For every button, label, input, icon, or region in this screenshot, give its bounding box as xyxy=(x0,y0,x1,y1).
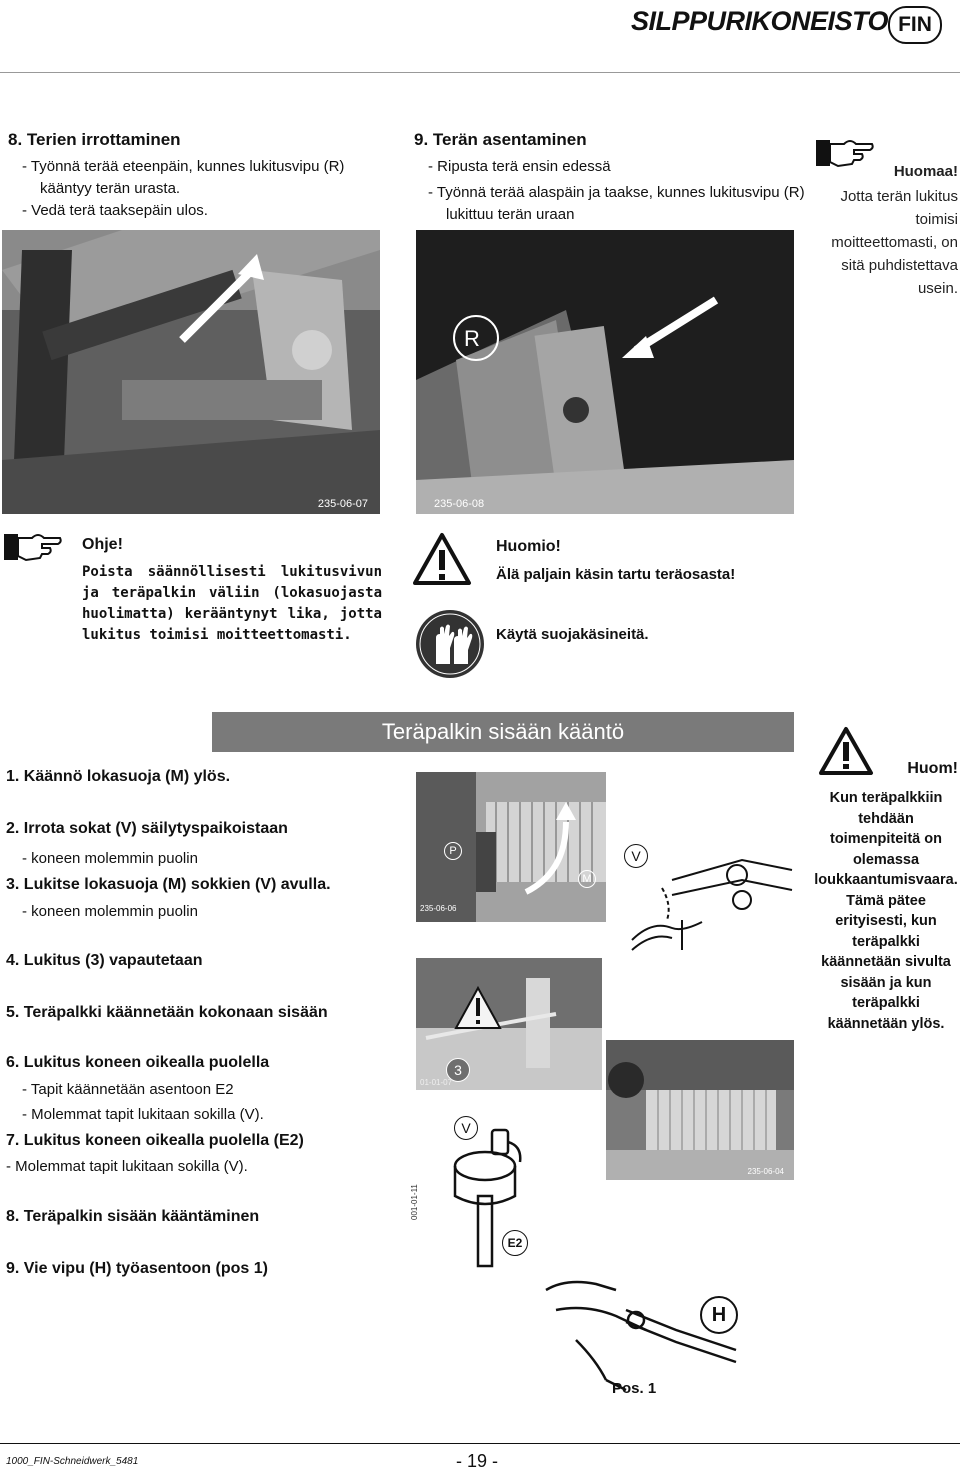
label-p: P xyxy=(444,842,462,860)
label-v-bottom: V xyxy=(454,1116,478,1140)
photo-caption-235-06-08: 235-06-08 xyxy=(434,498,485,510)
step-6-sub-2: - Molemmat tapit lukitaan sokilla (V). xyxy=(22,1106,264,1123)
photo-caption-01-01-07: 01-01-07 xyxy=(420,1078,453,1087)
step-7: 7. Lukitus koneen oikealla puolella (E2) xyxy=(6,1132,304,1149)
note-huomaa-title: Huomaa! xyxy=(893,163,958,180)
gloves-required-icon xyxy=(414,608,486,685)
warning-huom-text: Kun teräpalkkiin tehdään toimenpiteitä on olemassa loukkaantumisvaara. Tämä pätee erityisesti, kun teräpalkki käännetään sivulta sisään ja kun teräpalkki käännetään ylös. xyxy=(814,790,958,1032)
drawing-pin-e2 xyxy=(410,1100,550,1270)
label-3: 3 xyxy=(446,1058,470,1082)
warning-huomio-line-2: Käytä suojakäsineitä. xyxy=(496,626,649,643)
footer-page-number: - 19 - xyxy=(456,1451,499,1471)
header-divider xyxy=(0,72,960,73)
warning-huom-title: Huom! xyxy=(907,760,958,777)
warning-huomio-title: Huomio! xyxy=(496,538,561,555)
step-9: 9. Vie vipu (H) työasentoon (pos 1) xyxy=(6,1260,268,1277)
section-9-heading: 9. Terän asentaminen xyxy=(414,130,587,149)
section-banner-title: Teräpalkin sisään kääntö xyxy=(212,712,794,752)
footer-divider xyxy=(0,1443,960,1444)
section-8-heading: 8. Terien irrottaminen xyxy=(8,130,181,149)
footer-doc-code: 1000_FIN-Schneidwerk_5481 xyxy=(6,1456,139,1467)
note-ohje-title: Ohje! xyxy=(82,536,123,553)
label-h: H xyxy=(700,1296,738,1334)
step-2: 2. Irrota sokat (V) säilytyspaikoistaan xyxy=(6,820,288,837)
section-8-item-2: - Vedä terä taaksepäin ulos. xyxy=(22,202,208,219)
page-header-title: SILPPURIKONEISTO xyxy=(630,6,888,36)
step-8: 8. Teräpalkin sisään kääntäminen xyxy=(6,1208,260,1225)
label-pos-1: Pos. 1 xyxy=(612,1380,657,1397)
section-8-item-1: - Työnnä terää eteenpäin, kunnes lukitusvipu (R) kääntyy terän urasta. xyxy=(22,158,345,197)
label-m: M xyxy=(578,870,596,888)
step-7-sub: - Molemmat tapit lukitaan sokilla (V). xyxy=(6,1158,248,1175)
drawing-cotter-pin xyxy=(612,820,794,970)
step-2-sub: - koneen molemmin puolin xyxy=(22,850,198,867)
step-5: 5. Teräpalkki käännetään kokonaan sisään xyxy=(6,1004,328,1021)
photo-fender xyxy=(416,772,606,922)
drawing-caption-001-01-11: 001-01-11 xyxy=(410,1184,419,1220)
photo-caption-235-06-06: 235-06-06 xyxy=(420,904,457,913)
drawing-lever-h xyxy=(536,1270,776,1400)
label-e2: E2 xyxy=(502,1230,528,1256)
warning-triangle-icon xyxy=(412,532,472,591)
step-6: 6. Lukitus koneen oikealla puolella xyxy=(6,1054,270,1071)
warning-huomio-line-1: Älä paljain käsin tartu teräosasta! xyxy=(496,566,736,583)
note-huomaa-text: Jotta terän lukitus toimisi moitteettomasti, on sitä puhdistettava usein. xyxy=(831,188,958,297)
section-9-item-2: - Työnnä terää alaspäin ja taakse, kunnes lukitusvipu (R) lukittuu terän uraan xyxy=(428,184,805,223)
step-3-sub: - koneen molemmin puolin xyxy=(22,903,198,920)
photo-cutter-bar xyxy=(606,1040,794,1180)
label-v-top: V xyxy=(624,844,648,868)
photo-blade-install xyxy=(416,230,794,514)
step-1: 1. Käännö lokasuoja (M) ylös. xyxy=(6,768,231,785)
pointing-hand-icon xyxy=(2,530,62,569)
step-4: 4. Lukitus (3) vapautetaan xyxy=(6,952,203,969)
photo-caption-235-06-07: 235-06-07 xyxy=(317,498,368,510)
photo-label-r: R xyxy=(464,326,480,351)
note-ohje-text: Poista säännöllisesti lukitusvivun ja teräpalkin väliin (lokasuojasta huolimatta) kerääntynyt lika, jotta lukitus toimisi moitteettomasti. xyxy=(82,564,382,643)
language-badge: FIN xyxy=(888,6,942,44)
step-3: 3. Lukitse lokasuoja (M) sokkien (V) avulla. xyxy=(6,876,331,893)
photo-caption-235-06-04: 235-06-04 xyxy=(747,1167,784,1176)
photo-blade-removal xyxy=(2,230,380,514)
section-9-item-1: - Ripusta terä ensin edessä xyxy=(428,158,611,175)
step-6-sub-1: - Tapit käännetään asentoon E2 xyxy=(22,1081,234,1098)
photo-lock-3 xyxy=(416,958,602,1090)
